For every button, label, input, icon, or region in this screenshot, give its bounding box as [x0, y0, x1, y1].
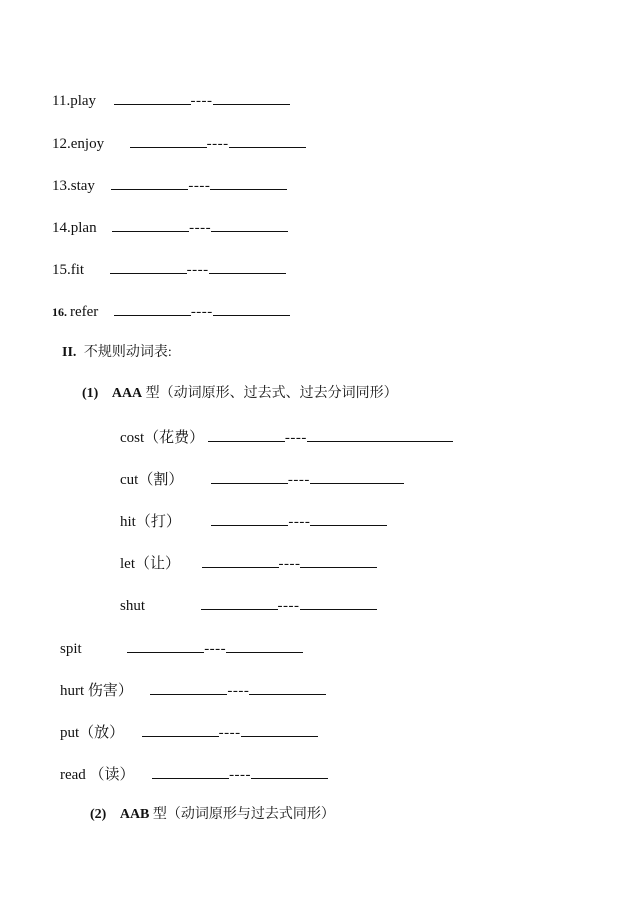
separator: ----	[190, 304, 213, 320]
separator: ----	[186, 262, 209, 278]
exercise-row	[52, 259, 286, 279]
answer-blank-past[interactable]	[211, 511, 288, 526]
answer-blank-participle[interactable]	[213, 301, 290, 316]
separator: ----	[204, 641, 227, 657]
answer-blank-past[interactable]	[152, 764, 229, 779]
answer-blank-past[interactable]	[110, 259, 187, 274]
separator: ----	[277, 598, 300, 614]
verb-word: cost（花费）	[120, 430, 205, 446]
answer-blank-participle[interactable]	[300, 553, 377, 568]
verb-row	[60, 722, 318, 742]
exercise-number: 13.	[52, 178, 71, 194]
exercise-word: refer	[70, 304, 99, 320]
section-heading	[62, 343, 172, 363]
verb-row	[120, 595, 377, 615]
group-code: AAB	[119, 807, 150, 822]
verb-word: hurt 伤害）	[60, 683, 133, 699]
answer-blank-past[interactable]	[142, 722, 219, 737]
verb-row	[60, 680, 326, 700]
exercise-row	[52, 175, 287, 195]
verb-row	[60, 764, 328, 784]
separator: ----	[188, 178, 211, 194]
group-description: （动词原形与过去式同形）	[166, 807, 335, 822]
separator: ----	[189, 220, 212, 236]
answer-blank-participle[interactable]	[310, 511, 387, 526]
group-heading	[90, 805, 335, 825]
group-code: AAA	[111, 386, 143, 401]
answer-blank-participle[interactable]	[300, 595, 377, 610]
answer-blank-participle[interactable]	[307, 427, 453, 442]
answer-blank-past[interactable]	[111, 175, 188, 190]
exercise-number: 12.	[52, 136, 71, 152]
separator: ----	[284, 430, 307, 446]
verb-row	[60, 638, 303, 658]
group-number: (1)	[82, 386, 99, 401]
verb-row	[120, 469, 404, 489]
exercise-row	[52, 217, 288, 237]
exercise-word: enjoy	[70, 136, 105, 152]
answer-blank-past[interactable]	[150, 680, 227, 695]
section-label: II.	[62, 345, 77, 360]
exercise-number: 11.	[52, 93, 71, 109]
verb-word: cut（割）	[120, 472, 184, 488]
verb-word: read （读）	[60, 767, 135, 783]
verb-row	[120, 553, 377, 573]
verb-row	[120, 427, 453, 447]
exercise-word: plan	[70, 220, 97, 236]
verb-row	[120, 511, 387, 531]
verb-word: put（放）	[60, 725, 125, 741]
exercise-word: play	[70, 93, 97, 109]
answer-blank-past[interactable]	[201, 595, 278, 610]
answer-blank-participle[interactable]	[249, 680, 326, 695]
answer-blank-past[interactable]	[208, 427, 285, 442]
exercise-word: fit	[70, 262, 85, 278]
answer-blank-past[interactable]	[211, 469, 288, 484]
separator: ----	[190, 93, 213, 109]
answer-blank-past[interactable]	[127, 638, 204, 653]
exercise-number: 16.	[52, 305, 67, 319]
exercise-number: 15.	[52, 262, 71, 278]
answer-blank-past[interactable]	[114, 90, 191, 105]
group-number: (2)	[90, 807, 107, 822]
exercise-row	[52, 133, 306, 153]
separator: ----	[206, 136, 229, 152]
group-type: 型	[152, 807, 167, 822]
verb-word: let（让）	[120, 556, 180, 572]
answer-blank-participle[interactable]	[229, 133, 306, 148]
separator: ----	[278, 556, 301, 572]
answer-blank-participle[interactable]	[211, 217, 288, 232]
verb-word: hit（打）	[120, 514, 181, 530]
exercise-number: 14.	[52, 220, 71, 236]
separator: ----	[218, 725, 241, 741]
verb-word: shut	[120, 598, 146, 614]
answer-blank-participle[interactable]	[251, 764, 328, 779]
answer-blank-participle[interactable]	[310, 469, 404, 484]
answer-blank-past[interactable]	[130, 133, 207, 148]
exercise-row	[52, 90, 290, 110]
answer-blank-participle[interactable]	[209, 259, 286, 274]
group-description: （动词原形、过去式、过去分词同形）	[159, 386, 398, 401]
answer-blank-participle[interactable]	[241, 722, 318, 737]
separator: ----	[287, 472, 310, 488]
exercise-word: stay	[70, 178, 95, 194]
verb-word: spit	[60, 641, 82, 657]
group-heading	[82, 384, 398, 404]
section-title: 不规则动词表:	[83, 345, 172, 360]
answer-blank-participle[interactable]	[213, 90, 290, 105]
answer-blank-past[interactable]	[112, 217, 189, 232]
answer-blank-participle[interactable]	[226, 638, 303, 653]
answer-blank-participle[interactable]	[210, 175, 287, 190]
separator: ----	[229, 767, 252, 783]
separator: ----	[288, 514, 311, 530]
answer-blank-past[interactable]	[114, 301, 191, 316]
group-type: 型	[145, 386, 160, 401]
separator: ----	[227, 683, 250, 699]
answer-blank-past[interactable]	[202, 553, 279, 568]
exercise-row	[52, 301, 290, 321]
